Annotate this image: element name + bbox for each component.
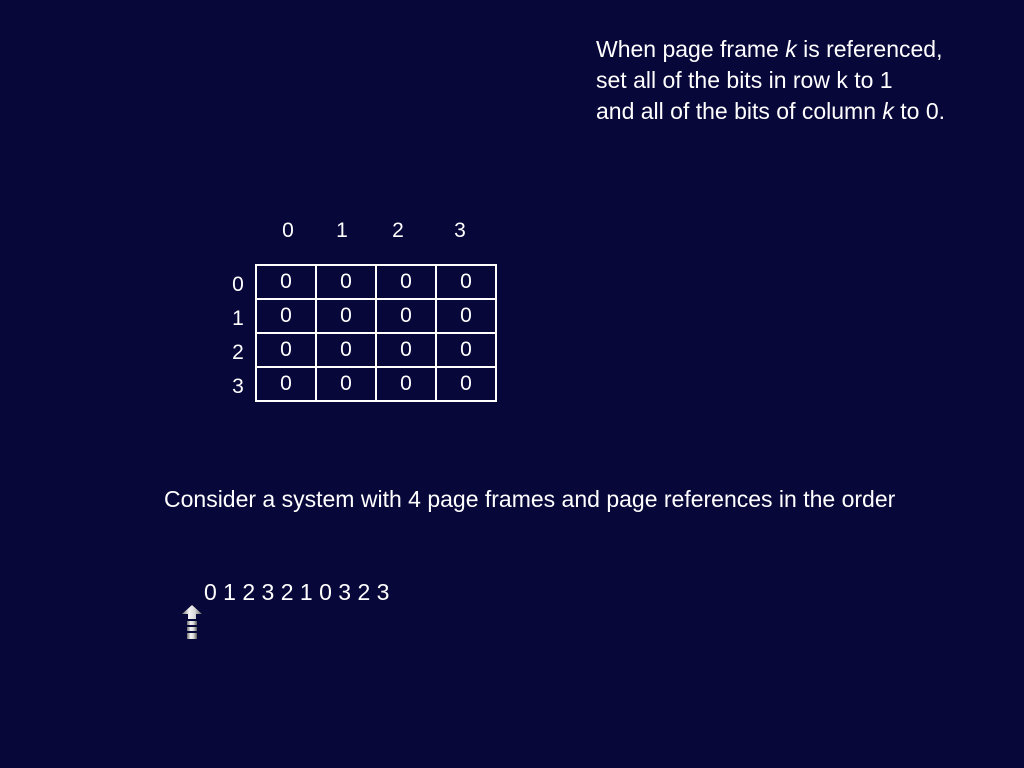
matrix-cell: 0 (316, 333, 376, 367)
matrix-row (256, 333, 496, 367)
row-header-2: 2 (232, 341, 244, 364)
reference-string: 0 1 2 3 2 1 0 3 2 3 (204, 579, 390, 605)
rule-line-3-end: to 0. (893, 98, 946, 124)
matrix-cell: 0 (376, 299, 436, 333)
matrix-cell: 0 (316, 299, 376, 333)
row-header-1: 1 (232, 307, 244, 330)
matrix-row (256, 299, 496, 333)
matrix-cell: 0 (436, 367, 496, 401)
column-header-0: 0 (282, 219, 294, 242)
problem-statement: Consider a system with 4 page frames and page references in the order (164, 486, 896, 512)
matrix-cell: 0 (316, 265, 376, 299)
matrix-grid (255, 264, 497, 402)
rule-line-1-k: k (785, 36, 797, 62)
rule-line-1-start: When page frame (596, 36, 786, 62)
matrix-cell: 0 (436, 265, 496, 299)
rule-line-2: set all of the bits in row k to 1 (596, 67, 893, 93)
matrix-row (256, 265, 496, 299)
matrix-cell: 0 (256, 367, 316, 401)
rule-line-3-start: and all of the bits of column (596, 98, 883, 124)
matrix-cell: 0 (436, 299, 496, 333)
matrix-cell: 0 (256, 265, 316, 299)
column-header-3: 3 (454, 219, 466, 242)
rule-line-3-k: k (882, 98, 894, 124)
column-header-2: 2 (392, 219, 404, 242)
up-arrow-icon (181, 604, 203, 640)
matrix-cell: 0 (316, 367, 376, 401)
matrix-cell: 0 (256, 333, 316, 367)
matrix-cell: 0 (436, 333, 496, 367)
matrix-cell: 0 (376, 333, 436, 367)
row-header-0: 0 (232, 273, 244, 296)
rule-line-1-end: is referenced, (796, 36, 943, 62)
matrix-row (256, 367, 496, 401)
column-header-1: 1 (336, 219, 348, 242)
matrix-cell: 0 (376, 367, 436, 401)
matrix-cell: 0 (376, 265, 436, 299)
row-header-3: 3 (232, 375, 244, 398)
matrix-cell: 0 (256, 299, 316, 333)
